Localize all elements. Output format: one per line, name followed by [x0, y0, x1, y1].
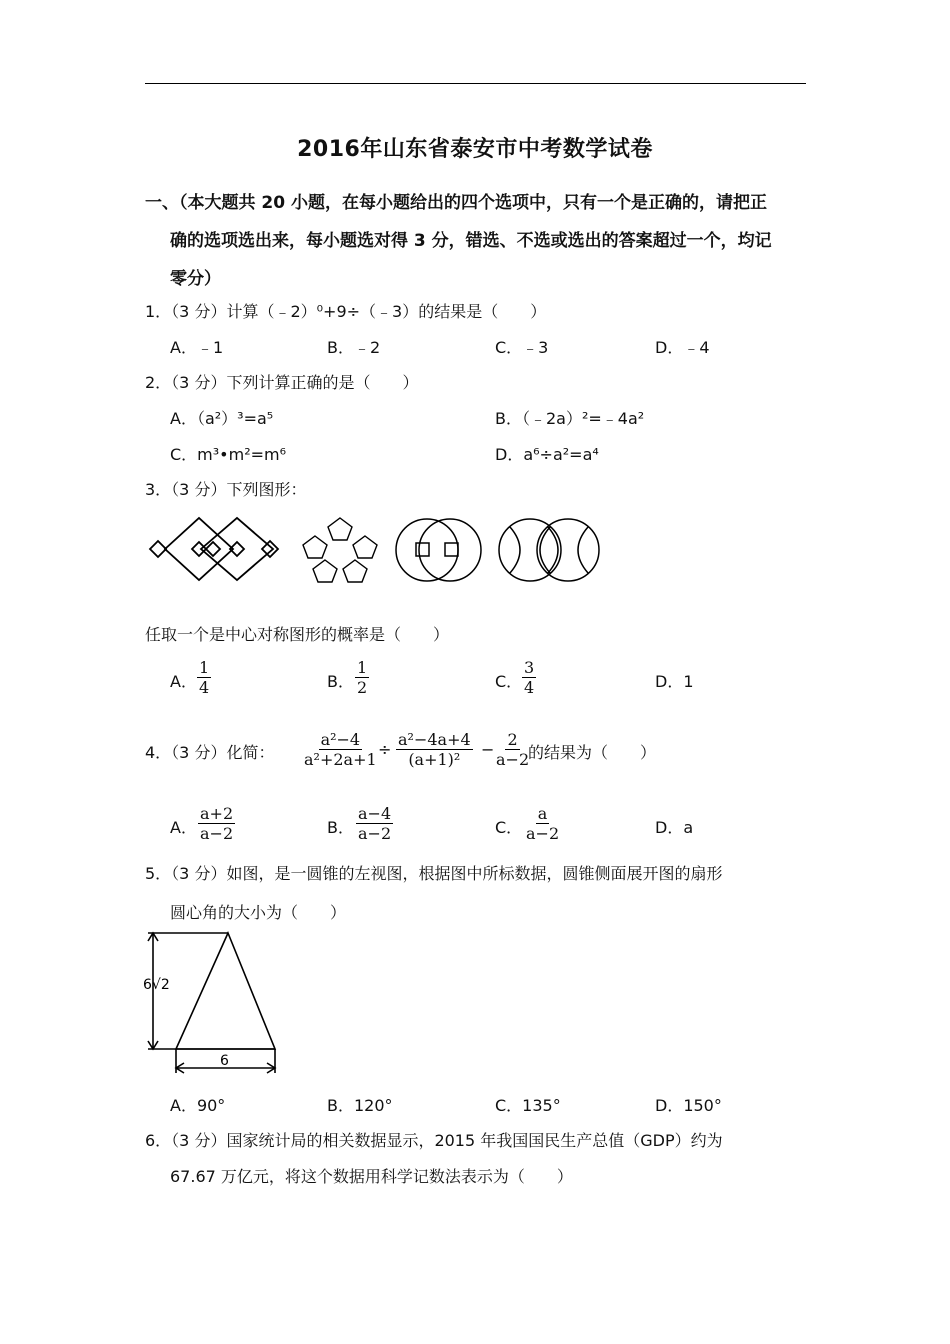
q3-figures	[145, 510, 605, 590]
section-heading-line-3: 零分）	[170, 269, 221, 289]
q3-option-c-fraction	[522, 658, 536, 697]
q4-option-d: D．a	[655, 818, 694, 837]
fraction-denominator: 4	[199, 678, 210, 697]
question-3-stem: 3．（3 分）下列图形：	[145, 480, 307, 499]
fraction-numerator: 3	[524, 658, 535, 677]
fraction-denominator: a−2	[526, 824, 560, 843]
q3-option-b-fraction	[355, 658, 369, 697]
page-title: 2016年山东省泰安市中考数学试卷	[297, 137, 653, 162]
fraction-numerator: a²−4a+4	[398, 730, 471, 749]
fraction-numerator: a+2	[200, 804, 234, 823]
q4-fraction-2	[396, 730, 473, 769]
q3-option-c-label: C．	[495, 672, 523, 691]
minus-sign: −	[481, 740, 495, 759]
question-4-prefix: 4．（3 分）化简：	[145, 743, 275, 762]
fraction-numerator: 2	[507, 730, 518, 749]
question-6-line-1: 6．（3 分）国家统计局的相关数据显示，2015 年我国国民生产总值（GDP）约为	[145, 1131, 723, 1150]
fraction-denominator: a−2	[200, 824, 234, 843]
fraction-denominator: 4	[524, 678, 535, 697]
fraction-denominator: a−2	[496, 750, 530, 769]
q5-option-a: A．90°	[170, 1096, 226, 1115]
fraction-numerator: a²−4	[320, 730, 361, 749]
question-6-line-2: 67.67 万亿元，将这个数据用科学记数法表示为（ ）	[170, 1167, 573, 1186]
q5-option-d: D．150°	[655, 1096, 722, 1115]
q4-option-c-fraction	[524, 804, 561, 843]
cone-base-label: 6	[220, 1053, 229, 1069]
q5-option-b: B．120°	[327, 1096, 393, 1115]
cone-height-label: 6√2	[143, 977, 170, 993]
q2-option-b: B．（﹣2a）²=﹣4a²	[495, 409, 645, 428]
q4-option-b-fraction	[356, 804, 393, 843]
q3-option-a-fraction	[197, 658, 211, 697]
q1-option-d: D．﹣4	[655, 338, 710, 357]
fraction-denominator: a²+2a+1	[304, 750, 377, 769]
q2-option-d: D．a⁶÷a²=a⁴	[495, 445, 599, 464]
q2-option-a: A．（a²）³=a⁵	[170, 409, 274, 428]
fraction-numerator: 1	[199, 658, 210, 677]
question-3-prompt: 任取一个是中心对称图形的概率是（ ）	[145, 625, 450, 644]
q1-option-b: B．﹣2	[327, 338, 381, 357]
question-2-stem: 2．（3 分）下列计算正确的是（ ）	[145, 373, 419, 392]
q4-option-c-label: C．	[495, 818, 523, 837]
figure-two-circles-arcs	[499, 519, 599, 581]
question-1-stem: 1．（3 分）计算（﹣2）⁰+9÷（﹣3）的结果是（ ）	[145, 302, 547, 321]
fraction-numerator: a−4	[358, 804, 392, 823]
question-5-line-1: 5．（3 分）如图，是一圆锥的左视图，根据图中所标数据，圆锥侧面展开图的扇形	[145, 864, 723, 883]
question-5-line-2: 圆心角的大小为（ ）	[170, 903, 347, 922]
fraction-denominator: 2	[357, 678, 368, 697]
q4-option-b-label: B．	[327, 818, 354, 837]
fraction-numerator: a	[537, 804, 548, 823]
question-4-suffix: 的结果为（ ）	[528, 743, 657, 762]
q4-option-a-label: A．	[170, 818, 197, 837]
fraction-numerator: 1	[357, 658, 368, 677]
q4-fraction-1	[302, 730, 379, 769]
division-sign: ÷	[378, 740, 392, 759]
figure-pentagon-flower	[303, 518, 377, 582]
q3-option-a-label: A．	[170, 672, 197, 691]
cone-side-view-figure	[140, 925, 285, 1080]
q1-option-a: A．﹣1	[170, 338, 224, 357]
header-rule	[145, 83, 806, 84]
q5-option-c: C．135°	[495, 1096, 561, 1115]
fraction-denominator: (a+1)²	[408, 750, 461, 769]
q4-fraction-3	[494, 730, 531, 769]
section-heading-line-1: 一、（本大题共 20 小题，在每小题给出的四个选项中，只有一个是正确的，请把正	[145, 193, 767, 213]
q3-option-b-label: B．	[327, 672, 354, 691]
q3-option-d: D．1	[655, 672, 694, 691]
q4-option-a-fraction	[198, 804, 235, 843]
section-heading-line-2: 确的选项选出来，每小题选对得 3 分，错选、不选或选出的答案超过一个，均记	[170, 231, 772, 251]
figure-two-coins	[396, 519, 481, 581]
q1-option-c: C．﹣3	[495, 338, 549, 357]
fraction-denominator: a−2	[358, 824, 392, 843]
figure-diamond-chain	[150, 518, 278, 580]
q2-option-c: C．m³•m²=m⁶	[170, 445, 287, 464]
